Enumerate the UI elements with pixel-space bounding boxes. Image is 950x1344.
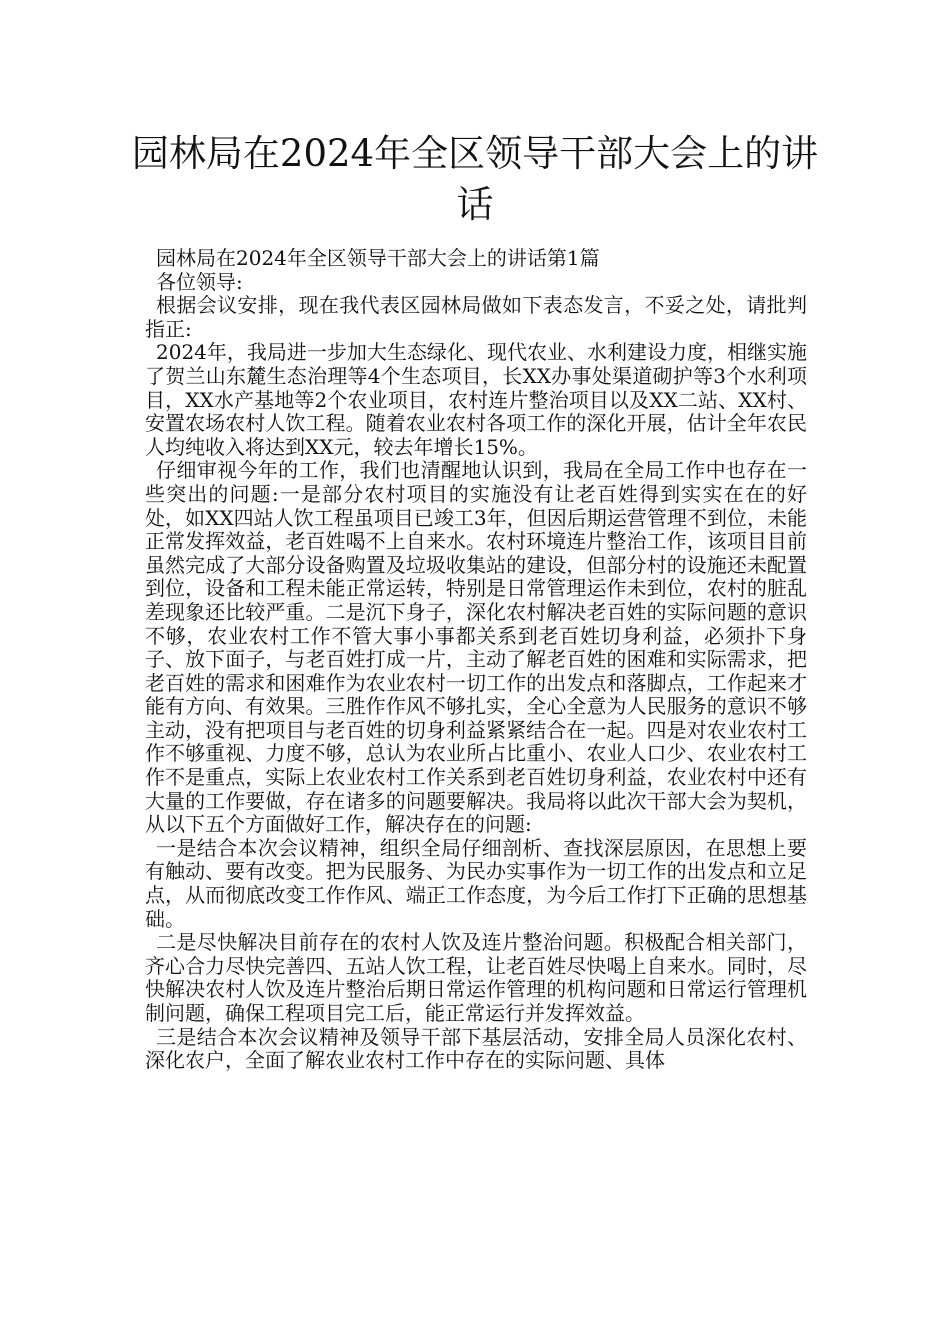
paragraph-3: 仔细审视今年的工作，我们也清醒地认识到，我局在全局工作中也存在一些突出的问题:一是部分农村项目的实施没有让老百姓得到实实在在的好处，如XX四站人饮工程虽项目已竣工3年，但因后期运营管理不到位，未能正常发挥效益，老百姓喝不上自来水。农村环境连片整治工作，该项目目前虽然完成了大部分设备购置及垃圾收集站的建设，但部分村的设施还未配置到位，设备和工程未能正常运转，特别是日常管理运作未到位，农村的脏乱差现象还比较严重。二是沉下身子，深化农村解决老百姓的实际问题的意识不够，农业农村工作不管大事小事都关系到老百姓切身利益，必须扑下身子、放下面子，与老百姓打成一片，主动了解老百姓的困难和实际需求，把老百姓的需求和困难作为农业农村一切工作的出发点和落脚点，工作起来才能有方向、有效果。三胜作作风不够扎实，全心全意为人民服务的意识不够主动，没有把项目与老百姓的切身利益紧紧结合在一起。四是对农业农村工作不够重视、力度不够，总认为农业所占比重小、农业人口少、农业农村工作不是重点，实际上农业农村工作关系到老百姓切身利益，农业农村中还有大量的工作要做，存在诸多的问题要解决。我局将以此次干部大会为契机，从以下五个方面做好工作，解决存在的问题: [145,458,807,837]
document-subtitle: 园林局在2024年全区领导干部大会上的讲话第1篇 [156,246,600,270]
paragraph-1: 根据会议安排，现在我代表区园林局做如下表态发言，不妥之处，请批判指正: [145,293,807,341]
document-body [145,247,807,1073]
paragraph-2: 2024年，我局进一步加大生态绿化、现代农业、水利建设力度，相继实施了贺兰山东麓生态治理等4个生态项目，长XX办事处渠道砌护等3个水利项目，XX水产基地等2个农业项目，农村连片整治项目以及XX二站、XX村、安置农场农村人饮工程。随着农业农村各项工作的深化开展，估计全年农民人均纯收入将达到XX元，较去年增长15%。 [145,340,807,459]
salutation: 各位领导: [156,269,243,294]
paragraph-4: 一是结合本次会议精神，组织全局仔细剖析、查找深层原因，在思想上要有触动、要有改变。把为民服务、为民办实事作为一切工作的出发点和立足点，从而彻底改变工作作风、端正工作态度，为今后工作打下正确的思想基础。 [145,835,807,931]
paragraph-6: 三是结合本次会议精神及领导干部下基层活动，安排全局人员深化农村、深化农户，全面了解农业农村工作中存在的实际问题、具体 [145,1024,807,1073]
document-title: 园林局在2024年全区领导干部大会上的讲话 [131,132,819,226]
paragraph-5: 二是尽快解决目前存在的农村人饮及连片整治问题。积极配合相关部门，齐心合力尽快完善四、五站人饮工程，让老百姓尽快喝上自来水。同时，尽快解决农村人饮及连片整治后期日常运作管理的机构问题和日常运行管理机制问题，确保工程项目完工后，能正常运行并发挥效益。 [145,930,807,1025]
